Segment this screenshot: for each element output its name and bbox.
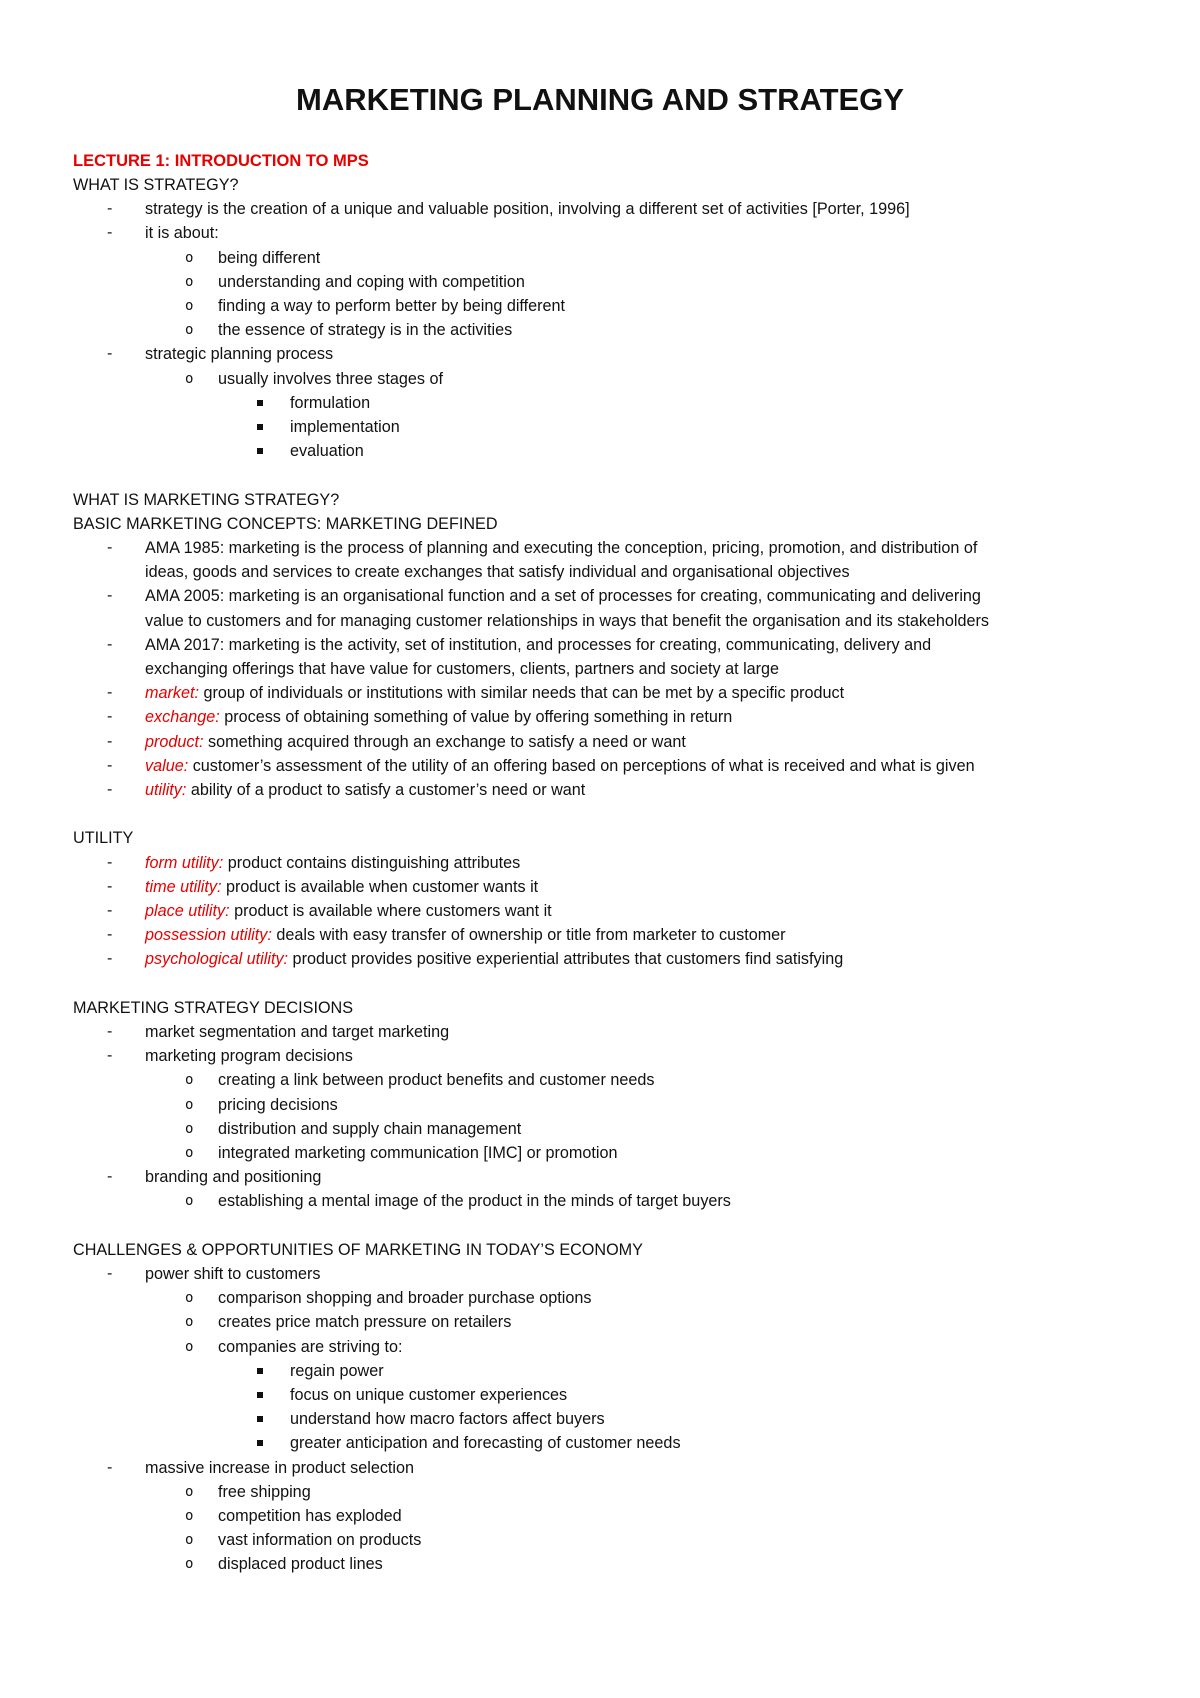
list-item: usually involves three stages of [218,369,443,388]
list-item [145,779,585,801]
dash-bullet-icon: - [107,1458,113,1476]
square-bullet-icon [257,1440,263,1446]
list-item: power shift to customers [145,1265,321,1283]
circle-bullet-icon: o [185,1483,194,1500]
list-item: being different [218,248,321,267]
term-definition: product is available where customers want it [229,902,552,920]
circle-bullet-icon: o [185,1072,194,1089]
section-heading: WHAT IS STRATEGY? [73,176,239,194]
circle-bullet-icon: o [185,1290,194,1307]
list-item: massive increase in product selection [145,1458,415,1477]
list-item: value to customers and for managing customer relationships in ways that benefit the organisation and its stakeholders [145,611,990,630]
term-label: product: [145,732,204,751]
term-label: value: [145,756,189,775]
section-heading: WHAT IS MARKETING STRATEGY? [73,490,340,509]
list-item: distribution and supply chain management [218,1119,522,1138]
list-item: vast information on products [218,1531,422,1550]
dash-bullet-icon: - [107,1265,113,1282]
dash-bullet-icon: - [107,902,113,919]
circle-bullet-icon: o [185,1532,194,1549]
circle-bullet-icon: o [185,1314,194,1331]
term-definition: product provides positive experiential attributes that customers find satisfying [288,950,844,969]
section-heading: BASIC MARKETING CONCEPTS: MARKETING DEFINED [73,514,498,533]
list-item: exchanging offerings that have value for customers, clients, partners and society at large [145,660,780,678]
list-item: AMA 2017: marketing is the activity, set of institution, and processes for creating, communicating, delivery and [145,635,932,654]
circle-bullet-icon: o [185,322,194,339]
list-item [145,755,975,777]
dash-bullet-icon: - [107,587,113,605]
dash-bullet-icon: - [107,756,113,774]
list-item: comparison shopping and broader purchase options [218,1289,592,1308]
term-label: utility: [145,781,187,799]
term-label: exchange: [145,708,220,727]
term-label: place utility: [145,902,230,920]
list-item [145,924,786,946]
dash-bullet-icon: - [107,684,113,702]
list-item [145,876,538,898]
list-item: strategic planning process [145,345,334,364]
list-item: it is about: [145,224,219,243]
list-item [145,900,552,922]
list-item: ideas, goods and services to create exchanges that satisfy individual and organisational objectives [145,563,850,582]
dash-bullet-icon: - [107,877,113,895]
square-bullet-icon [257,424,263,430]
term-label: time utility: [145,877,222,896]
list-item: implementation [290,418,400,436]
dash-bullet-icon: - [107,708,113,726]
section-heading: UTILITY [73,829,134,848]
term-label: form utility: [145,853,224,872]
term-definition: customer’s assessment of the utility of an offering based on perceptions of what is received and what is given [188,756,975,775]
dash-bullet-icon: - [107,1168,113,1186]
term-definition: product contains distinguishing attributes [223,853,521,872]
list-item: establishing a mental image of the product in the minds of target buyers [218,1192,731,1211]
dash-bullet-icon: - [107,635,113,653]
list-item [145,706,732,728]
term-definition: something acquired through an exchange to satisfy a need or want [203,732,686,751]
circle-bullet-icon: o [185,1508,194,1524]
list-item: AMA 2005: marketing is an organisational function and a set of processes for creating, communicating and delivering [145,587,981,606]
list-item: AMA 1985: marketing is the process of planning and executing the conception, pricing, promotion, and distribution of [145,539,978,557]
list-item: focus on unique customer experiences [290,1386,568,1404]
dash-bullet-icon: - [107,732,113,750]
list-item: understanding and coping with competition [218,272,525,291]
square-bullet-icon [257,400,263,406]
square-bullet-icon [257,1368,263,1374]
dash-bullet-icon: - [107,224,113,242]
term-label: psychological utility: [145,950,289,969]
circle-bullet-icon: o [185,370,194,387]
dash-bullet-icon: - [107,1047,113,1065]
dash-bullet-icon: - [107,926,113,944]
term-definition: deals with easy transfer of ownership or title from marketer to customer [271,926,786,945]
lecture-heading: LECTURE 1: INTRODUCTION TO MPS [73,152,369,170]
dash-bullet-icon: - [107,853,113,871]
list-item: competition has exploded [218,1507,402,1525]
list-item: marketing program decisions [145,1047,353,1066]
list-item [145,852,520,874]
list-item [145,731,686,753]
list-item: strategy is the creation of a unique and valuable position, involving a different set of activities [Porter, 1996] [145,200,910,219]
circle-bullet-icon: o [185,1556,194,1573]
list-item: creating a link between product benefits and customer needs [218,1071,655,1090]
square-bullet-icon [257,448,263,454]
term-label: market: [145,684,199,703]
list-item: free shipping [218,1482,311,1501]
list-item: integrated marketing communication [IMC] or promotion [218,1144,618,1162]
list-item: pricing decisions [218,1095,338,1114]
circle-bullet-icon: o [185,273,194,290]
document-title: MARKETING PLANNING AND STRATEGY [296,82,904,117]
list-item: greater anticipation and forecasting of customer needs [290,1434,681,1453]
square-bullet-icon [257,1392,263,1398]
section-heading: CHALLENGES & OPPORTUNITIES OF MARKETING IN TODAY’S ECONOMY [73,1240,643,1259]
list-item: the essence of strategy is in the activities [218,321,513,340]
section-heading: MARKETING STRATEGY DECISIONS [73,998,354,1017]
list-item [145,948,843,970]
term-definition: process of obtaining something of value by offering something in return [219,708,733,727]
dash-bullet-icon: - [107,539,113,556]
list-item: finding a way to perform better by being different [218,297,566,315]
list-item: creates price match pressure on retailers [218,1313,512,1332]
dash-bullet-icon: - [107,950,113,968]
list-item: companies are striving to: [218,1337,403,1356]
circle-bullet-icon: o [185,298,194,314]
circle-bullet-icon: o [185,1338,194,1355]
term-definition: group of individuals or institutions with similar needs that can be met by a specific product [198,684,845,703]
list-item: regain power [290,1361,384,1380]
list-item: evaluation [290,442,364,461]
list-item [145,682,844,704]
circle-bullet-icon: o [185,1096,194,1113]
dash-bullet-icon: - [107,345,113,363]
list-item: branding and positioning [145,1168,322,1187]
dash-bullet-icon: - [107,1023,113,1040]
term-label: possession utility: [145,926,272,945]
list-item: displaced product lines [218,1555,383,1574]
dash-bullet-icon: - [107,781,113,798]
term-definition: product is available when customer wants it [221,877,539,896]
list-item: market segmentation and target marketing [145,1023,450,1041]
circle-bullet-icon: o [185,1120,194,1137]
circle-bullet-icon: o [185,249,194,266]
dash-bullet-icon: - [107,200,113,218]
list-item: formulation [290,393,371,412]
list-item: understand how macro factors affect buyers [290,1410,605,1429]
circle-bullet-icon: o [185,1193,194,1210]
circle-bullet-icon: o [185,1145,194,1161]
term-definition: ability of a product to satisfy a customer’s need or want [186,781,586,799]
square-bullet-icon [257,1416,263,1422]
